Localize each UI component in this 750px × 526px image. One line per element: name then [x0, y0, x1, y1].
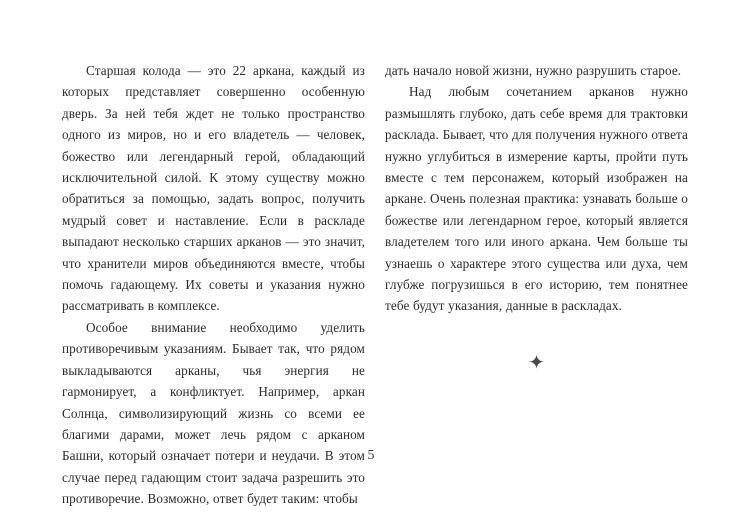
left-page-body [62, 60, 365, 510]
left-page [62, 60, 365, 510]
right-page-body [385, 60, 688, 317]
paragraph-continuation: дать начало новой жизни, нужно разрушить старое. [385, 63, 682, 78]
paragraph: Старшая колода — это 22 аркана, каждый из которых представляет совершенно особенную дверь. За ней тебя ждет не только пространство одного из миров, но и его владетель — человек, божество или легендарный герой, обладающий исключительной силой. К этому существу можно обратиться за помощью, задать вопрос, получить мудрый совет и наставление. Если в раскладе выпадают несколько старших арканов — это значит, что хранители миров объединяются вместе, чтобы помочь гадающему. Их советы и указания нужно рассматривать в комплексе. [62, 63, 365, 314]
paragraph: Над любым сочетанием арканов нужно размышлять глубоко, дать себе время для трактовки расклада. Бывает, что для получения нужного ответа нужно углубиться в измерение карты, пройти путь вместе с тем персонажем, который изображен на аркане. Очень полезная практика: узнавать больше о божестве или легендарном герое, который является владетелем того или иного аркана. Чем больше ты узнаешь о характере этого существа или духа, чем глубже погрузишься в его историю, тем понятнее тебе будут указания, данные в раскладах. [385, 84, 688, 314]
section-ornament [385, 352, 688, 374]
page-number: 5 [367, 448, 375, 463]
four-pointed-star-icon: ✦ [528, 350, 545, 374]
right-page [385, 60, 688, 317]
paragraph: Особое внимание необходимо уделить противоречивым указаниям. Бывает так, что рядом выкладываются арканы, чья энергия не гармонирует, а конфликтует. Например, аркан Солнца, символизирующий жизнь со всеми ее благими дарами, может лечь рядом с арканом Башни, который означает потери и неудачи. В этом случае перед гадающим стоит задача разрешить это противоречие. Возможно, ответ будет таким: чтобы [62, 319, 365, 507]
